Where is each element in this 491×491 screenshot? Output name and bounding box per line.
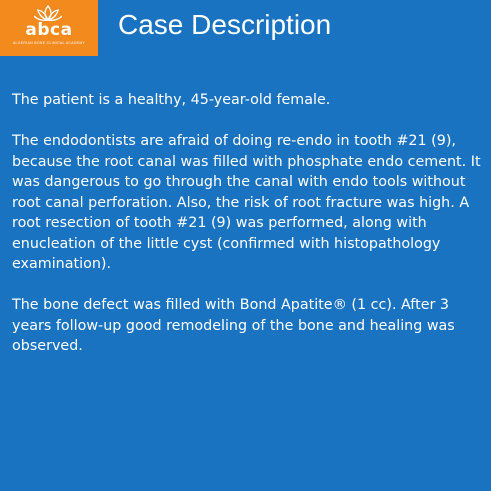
paragraph-procedure: The endodontists are afraid of doing re-endo in tooth #21 (9), because the root canal was filled with phosphate endo cement. It was dangerous to go through the canal with endo tools without root canal perforation. Also, the risk of root fracture was high. A root resection of tooth #21 (9) was performed, along with enucleation of the little cyst (confirmed with histopathology examination). [12, 133, 481, 272]
paragraph-patient: The patient is a healthy, 45-year-old female. [12, 92, 331, 108]
case-description-body [12, 90, 484, 377]
logo [0, 0, 98, 56]
slide-title: Case Description [118, 9, 332, 40]
paragraph-outcome: The bone defect was filled with Bond Apatite® (1 cc). After 3 years follow-up good remodeling of the bone and healing was observed. [12, 297, 455, 354]
lotus-icon [34, 5, 62, 21]
logo-wordmark: abca [25, 20, 73, 40]
logo-tagline: ALGERIAN BONE CLINICAL ACADEMY [12, 41, 86, 45]
